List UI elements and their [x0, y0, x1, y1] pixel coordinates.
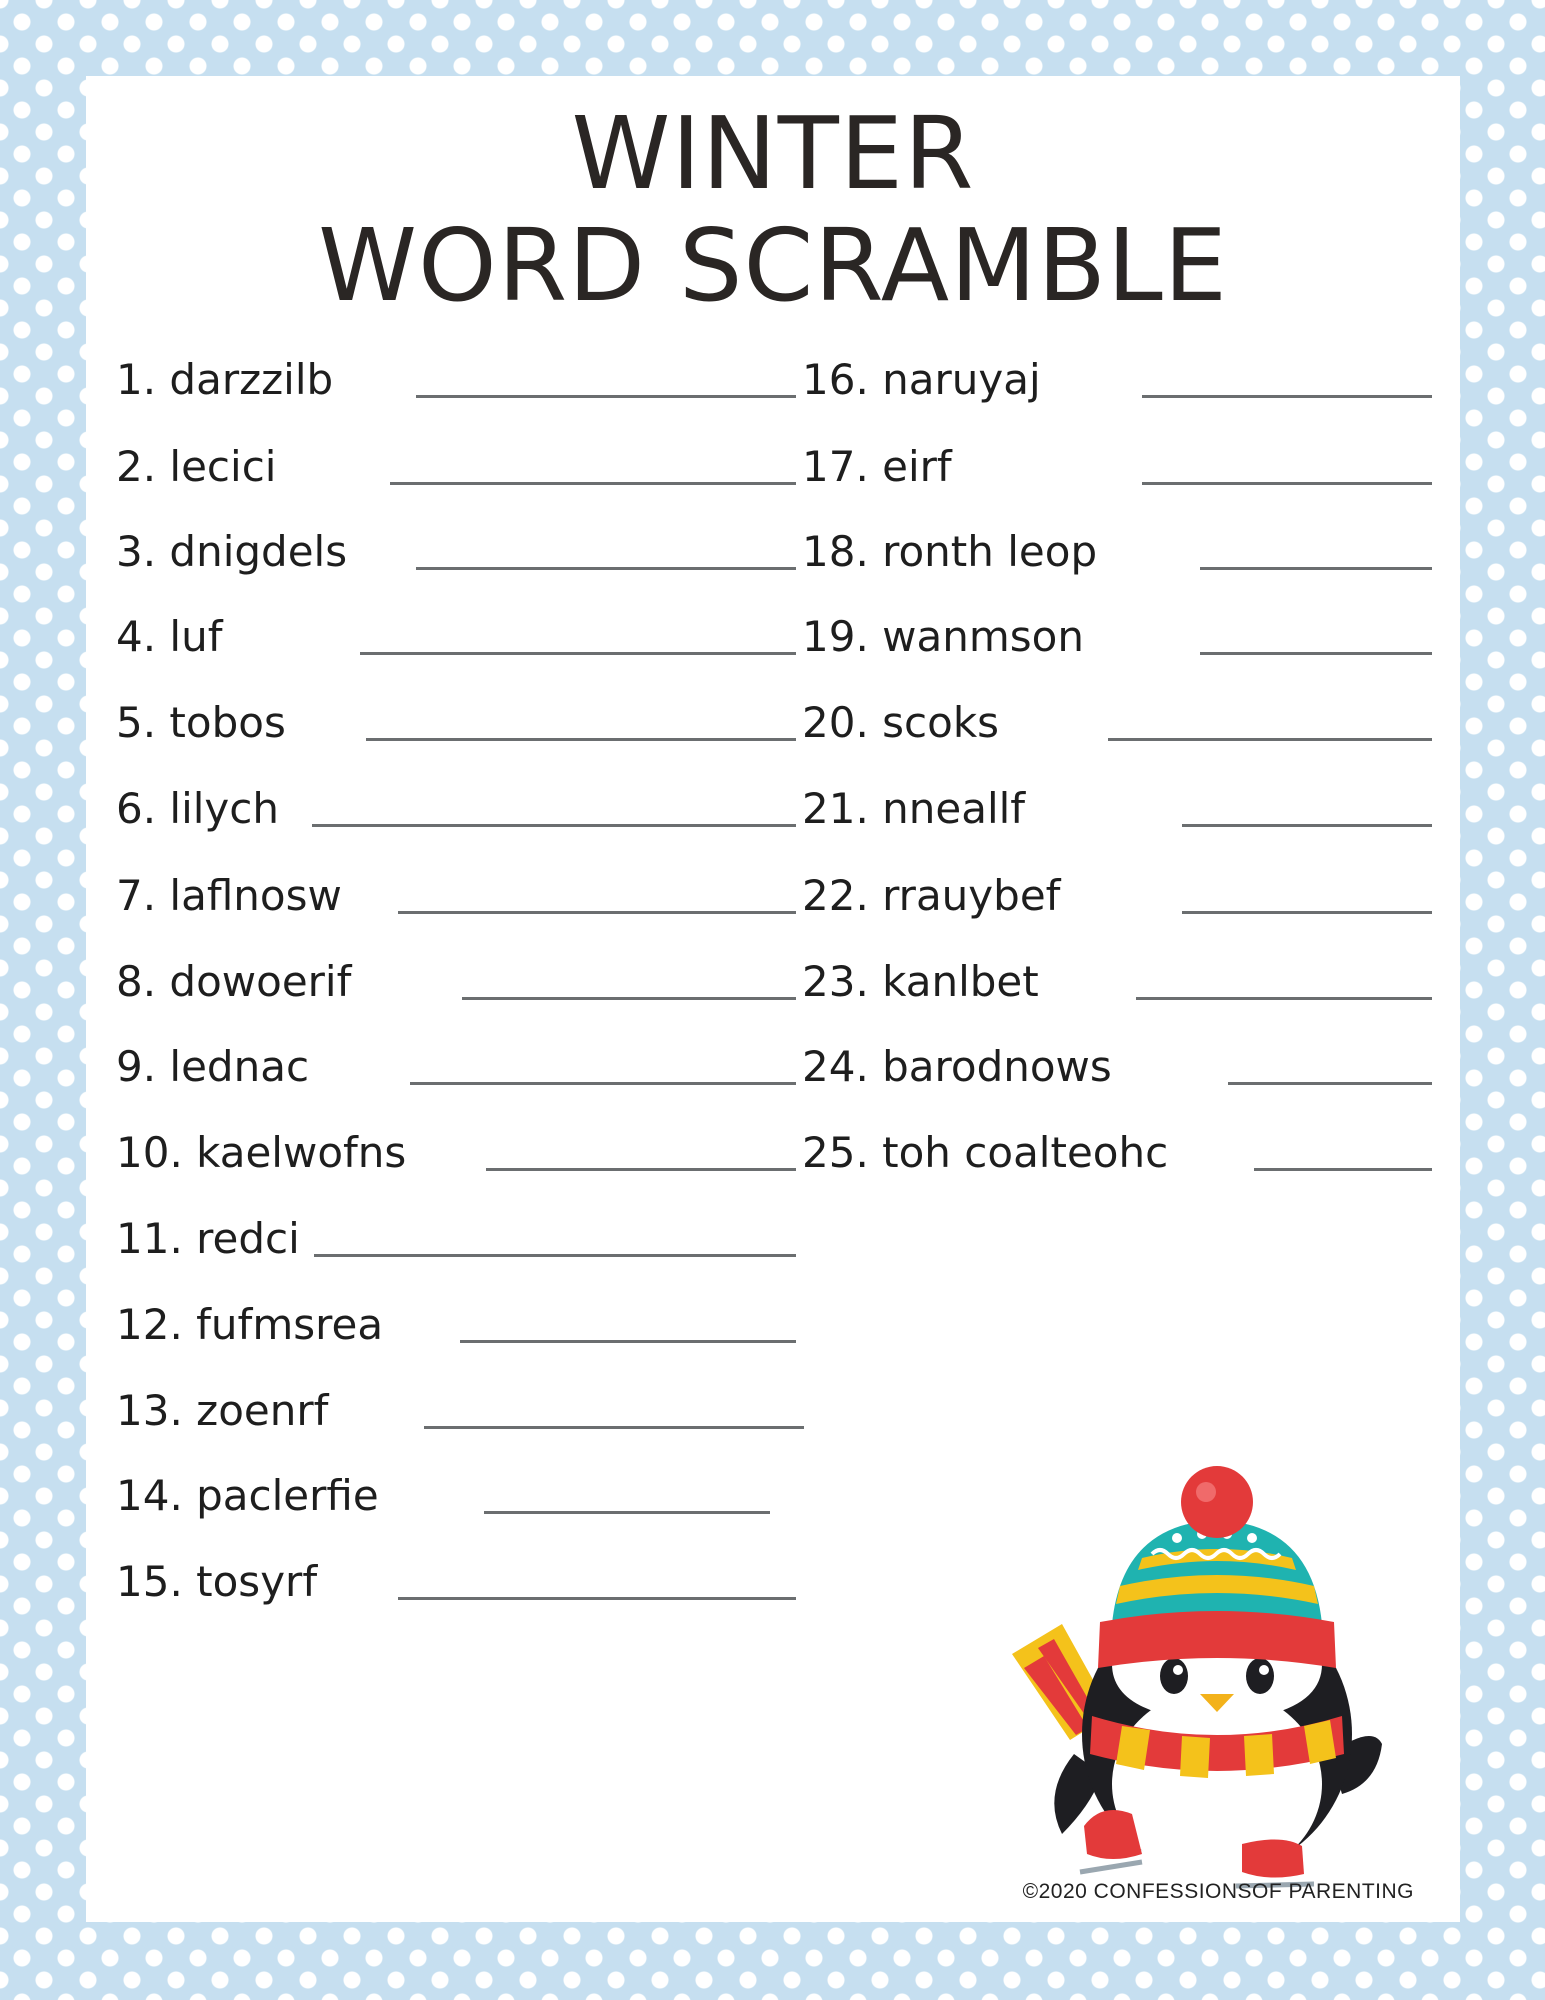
answer-line[interactable] — [1108, 738, 1432, 741]
scrambled-word: 2. lecici — [116, 442, 277, 491]
title-line-1: WINTER — [571, 95, 975, 212]
scrambled-word: 5. tobos — [116, 698, 286, 747]
scramble-item — [116, 1295, 806, 1355]
answer-line[interactable] — [416, 567, 796, 570]
answer-line[interactable] — [398, 911, 796, 914]
scramble-item — [116, 1123, 806, 1183]
answer-line[interactable] — [486, 1168, 796, 1171]
scramble-item — [802, 350, 1442, 410]
scramble-item — [802, 1123, 1442, 1183]
answer-line[interactable] — [1136, 997, 1432, 1000]
answer-line[interactable] — [1182, 824, 1432, 827]
scrambled-word: 22. rrauybef — [802, 871, 1061, 920]
answer-line[interactable] — [1142, 482, 1432, 485]
scrambled-word: 1. darzzilb — [116, 355, 334, 404]
scramble-item — [802, 1037, 1442, 1097]
scrambled-word: 17. eirf — [802, 442, 952, 491]
scrambled-word: 23. kanlbet — [802, 957, 1039, 1006]
scramble-item — [802, 522, 1442, 582]
scramble-item — [116, 1466, 806, 1526]
scramble-item — [116, 437, 806, 497]
scrambled-word: 16. naruyaj — [802, 355, 1041, 404]
penguin-ice-skating-icon — [992, 1454, 1462, 1894]
scramble-item — [116, 1381, 806, 1441]
copyright-notice: ©2020 CONFESSIONSOF PARENTING — [1022, 1880, 1414, 1903]
worksheet — [86, 76, 1460, 1922]
answer-line[interactable] — [1200, 652, 1432, 655]
answer-line[interactable] — [416, 395, 796, 398]
answer-line[interactable] — [1228, 1082, 1432, 1085]
page-title — [86, 95, 1460, 324]
scramble-item — [116, 1552, 806, 1612]
scramble-item — [116, 779, 806, 839]
scrambled-word: 25. toh coalteohc — [802, 1128, 1169, 1177]
answer-line[interactable] — [398, 1597, 796, 1600]
scramble-item — [116, 1209, 806, 1269]
answer-line[interactable] — [484, 1511, 770, 1514]
scrambled-word: 10. kaelwofns — [116, 1128, 407, 1177]
scramble-item — [116, 522, 806, 582]
scrambled-word: 12. fufmsrea — [116, 1300, 384, 1349]
scramble-item — [802, 952, 1442, 1012]
scramble-item — [802, 437, 1442, 497]
scramble-item — [802, 607, 1442, 667]
scrambled-word: 19. wanmson — [802, 612, 1084, 661]
scramble-item — [116, 350, 806, 410]
scrambled-word: 20. scoks — [802, 698, 1000, 747]
answer-line[interactable] — [1200, 567, 1432, 570]
answer-line[interactable] — [410, 1082, 796, 1085]
answer-line[interactable] — [360, 652, 796, 655]
scramble-item — [116, 866, 806, 926]
scramble-item — [116, 952, 806, 1012]
scrambled-word: 15. tosyrf — [116, 1557, 318, 1606]
answer-line[interactable] — [312, 824, 796, 827]
answer-line[interactable] — [460, 1340, 796, 1343]
scrambled-word: 11. redci — [116, 1214, 300, 1263]
scrambled-word: 21. nneallf — [802, 784, 1026, 833]
scrambled-word: 13. zoenrf — [116, 1386, 329, 1435]
scrambled-word: 14. paclerfie — [116, 1471, 379, 1520]
answer-line[interactable] — [390, 482, 796, 485]
answer-line[interactable] — [1142, 395, 1432, 398]
scramble-item — [116, 1037, 806, 1097]
scramble-item — [802, 866, 1442, 926]
answer-line[interactable] — [1254, 1168, 1432, 1171]
scrambled-word: 18. ronth leop — [802, 527, 1098, 576]
scramble-item — [802, 693, 1442, 753]
scramble-item — [116, 693, 806, 753]
scrambled-word: 8. dowoerif — [116, 957, 352, 1006]
answer-line[interactable] — [1182, 911, 1432, 914]
answer-line[interactable] — [462, 997, 796, 1000]
scramble-item — [802, 779, 1442, 839]
scrambled-word: 9. lednac — [116, 1042, 310, 1091]
answer-line[interactable] — [314, 1254, 796, 1257]
scrambled-word: 4. luf — [116, 612, 223, 661]
answer-line[interactable] — [424, 1426, 804, 1429]
answer-line[interactable] — [366, 738, 796, 741]
scrambled-word: 6. lilych — [116, 784, 279, 833]
scrambled-word: 7. laflnosw — [116, 871, 342, 920]
title-line-2: WORD SCRAMBLE — [318, 207, 1228, 324]
scrambled-word: 24. barodnows — [802, 1042, 1112, 1091]
scrambled-word: 3. dnigdels — [116, 527, 348, 576]
scramble-item — [116, 607, 806, 667]
